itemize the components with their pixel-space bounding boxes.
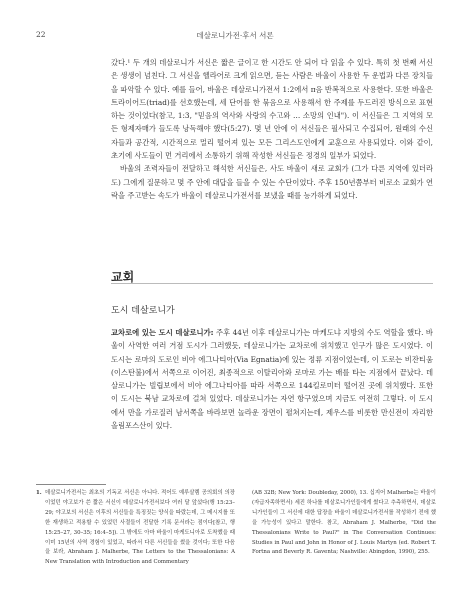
footnote-right-column [252, 489, 436, 558]
intro-text [111, 56, 433, 202]
paragraph-lead: 교차로에 있는 도시 데살로니가: [111, 328, 214, 337]
intro-paragraph-2: 바울의 조력자들이 전달하고 해석한 서신들은, 사도 바울이 새로 교회가 (그가 다른 지역에 있더라도) 그에게 질문하고 몇 주 안에 대답을 들을 수 있는 수단이었다. 주후 150년쯤부터 비로소 교회가 연락을 주고받는 속도가 바울이 데살로니가전서를 보냈을 때를 능가하게 되었다. [111, 164, 433, 200]
footnote-left-text: 데살로니가전서는 최초의 기독교 서신은 아니다. 적어도 예루살렘 공의회의 의장이었던 야고보가 쓴 짧은 서신이 데살로니가전서보다 여러 달 앞섰다(행 15:23–29; 야고보의 서신은 이후의 서신들을 특징짓는 양식을 따랐는데, 그 메시지를 또한 재생하고 적용할 수 있었던 사절들이 전달한 기록 문서라는 점이다[참고, 행 15:25–27, 30–35; 16:4–5]). 그 밖에도 아마 바울이 마케도니아로 도착했을 때 이미 15년의 사역 경험이 있었고, 따라서 다른 서신들을 썼을 것이다; 또한 다음을 보라, Abraham J. Malherbe, The Letters to the Thessalonians: A New Translation with Introduction and Commentary [45, 490, 235, 566]
section-paragraph [111, 326, 433, 432]
footnote-number: 1. [36, 490, 42, 496]
footnote-left-column [45, 489, 235, 568]
intro-paragraph-1: 갔다.¹ 두 개의 데살로니가 서신은 짧은 글이고 한 시간도 안 되어 다 읽을 수 있다. 특히 첫 번째 서신은 생생이 넘친다. 그 서신을 헬라어로 크게 읽으면, 듣는 사람은 바울이 사용한 두 운법과 다른 장치들을 파악할 수 있다. 예를 들어, 바울은 데살로니가전서 1:2에서 π음 반복적으로 사용한다. 또한 바울은 트라이어드(triad)를 선호했는데, 세 단어를 한 묶음으로 사용해서 한 주제를 두드러진 방식으로 표현하는 것이었다(참고, 1:3, "믿음의 역사와 사랑의 수고와 … 소망의 인내"). 이 서신들은 그 지역의 모든 형제자매가 들도록 낭독해야 했다(5:27). 몇 년 안에 이 서신들은 필사되고 수집되어, 원래의 수신자들과 공간적, 시간적으로 멀리 떨어져 있는 모든 그리스도인에게 교훈으로 사용되었다. 이와 같이, 초기에 사도들이 먼 거리에서 소통하기 위해 작성한 서신들은 정경의 일부가 되었다. [111, 58, 433, 161]
page-header [0, 30, 470, 44]
footnote-divider [36, 484, 106, 485]
page-number: 22 [36, 30, 46, 39]
subsection-heading: 도시 데살로니가 [111, 306, 175, 316]
running-title: 데살로니가전·후서 서론 [196, 31, 274, 40]
section-divider [111, 283, 433, 284]
section-text [111, 326, 433, 432]
paragraph-body: 주후 44년 이후 데살로니가는 마케도냐 지방의 수도 역할을 했다. 바울이 사역한 여러 거점 도시가 그러했듯, 데살로니가는 교차로에 위치했고 인구가 많은 도시였다. 이 도시는 로마의 도로인 비아 에그나티아(Via Egnatia)에 있는 정류 지점이었는데, 이 도로는 비잔티움(이스탄불)에서 서쪽으로 이어진, 최종적으로 이탈리아와 로마로 가는 배를 타는 지점에서 끝났다. 데살로니가는 빌립보에서 비아 에그나티아를 따라 서쪽으로 144킬로미터 떨어진 곳에 위치했다. 또한 이 도시는 북남 교차로에 걸쳐 있었다. 데살로니가는 자연 항구였으며 지금도 여전히 그렇다. 이 도시에서 만을 가로질러 남서쪽을 바라보면 놀라운 장면이 펼쳐지는데, 제우스를 비롯한 만신전이 자리한 올림포스산이 있다. [111, 328, 433, 431]
footnote-right-text: (AB 32B; New York: Doubleday, 2000), 13. 십지어 Malherbe는 바울이 (자급자족하면서) 세진 하나를 데살로니가인들에게 썼다고 추측하면서, 데살로니가인들이 그 서신에 대한 답장을 바울이 데살로니가전서를 작성하기 전에 했을 가능성이 있다고 말한다. 참고, Abraham J. Malherbe, "Did the Thessalonians Write to Paul?" in The Conversation Continues: Studies in Paul and John in Honor of J. Louis Martyn (ed. Robert T. Fortna and Beverly R. Gaventa; Nashville: Abingdon, 1990), 255. [252, 490, 436, 556]
section-heading: 교회 [111, 270, 135, 284]
